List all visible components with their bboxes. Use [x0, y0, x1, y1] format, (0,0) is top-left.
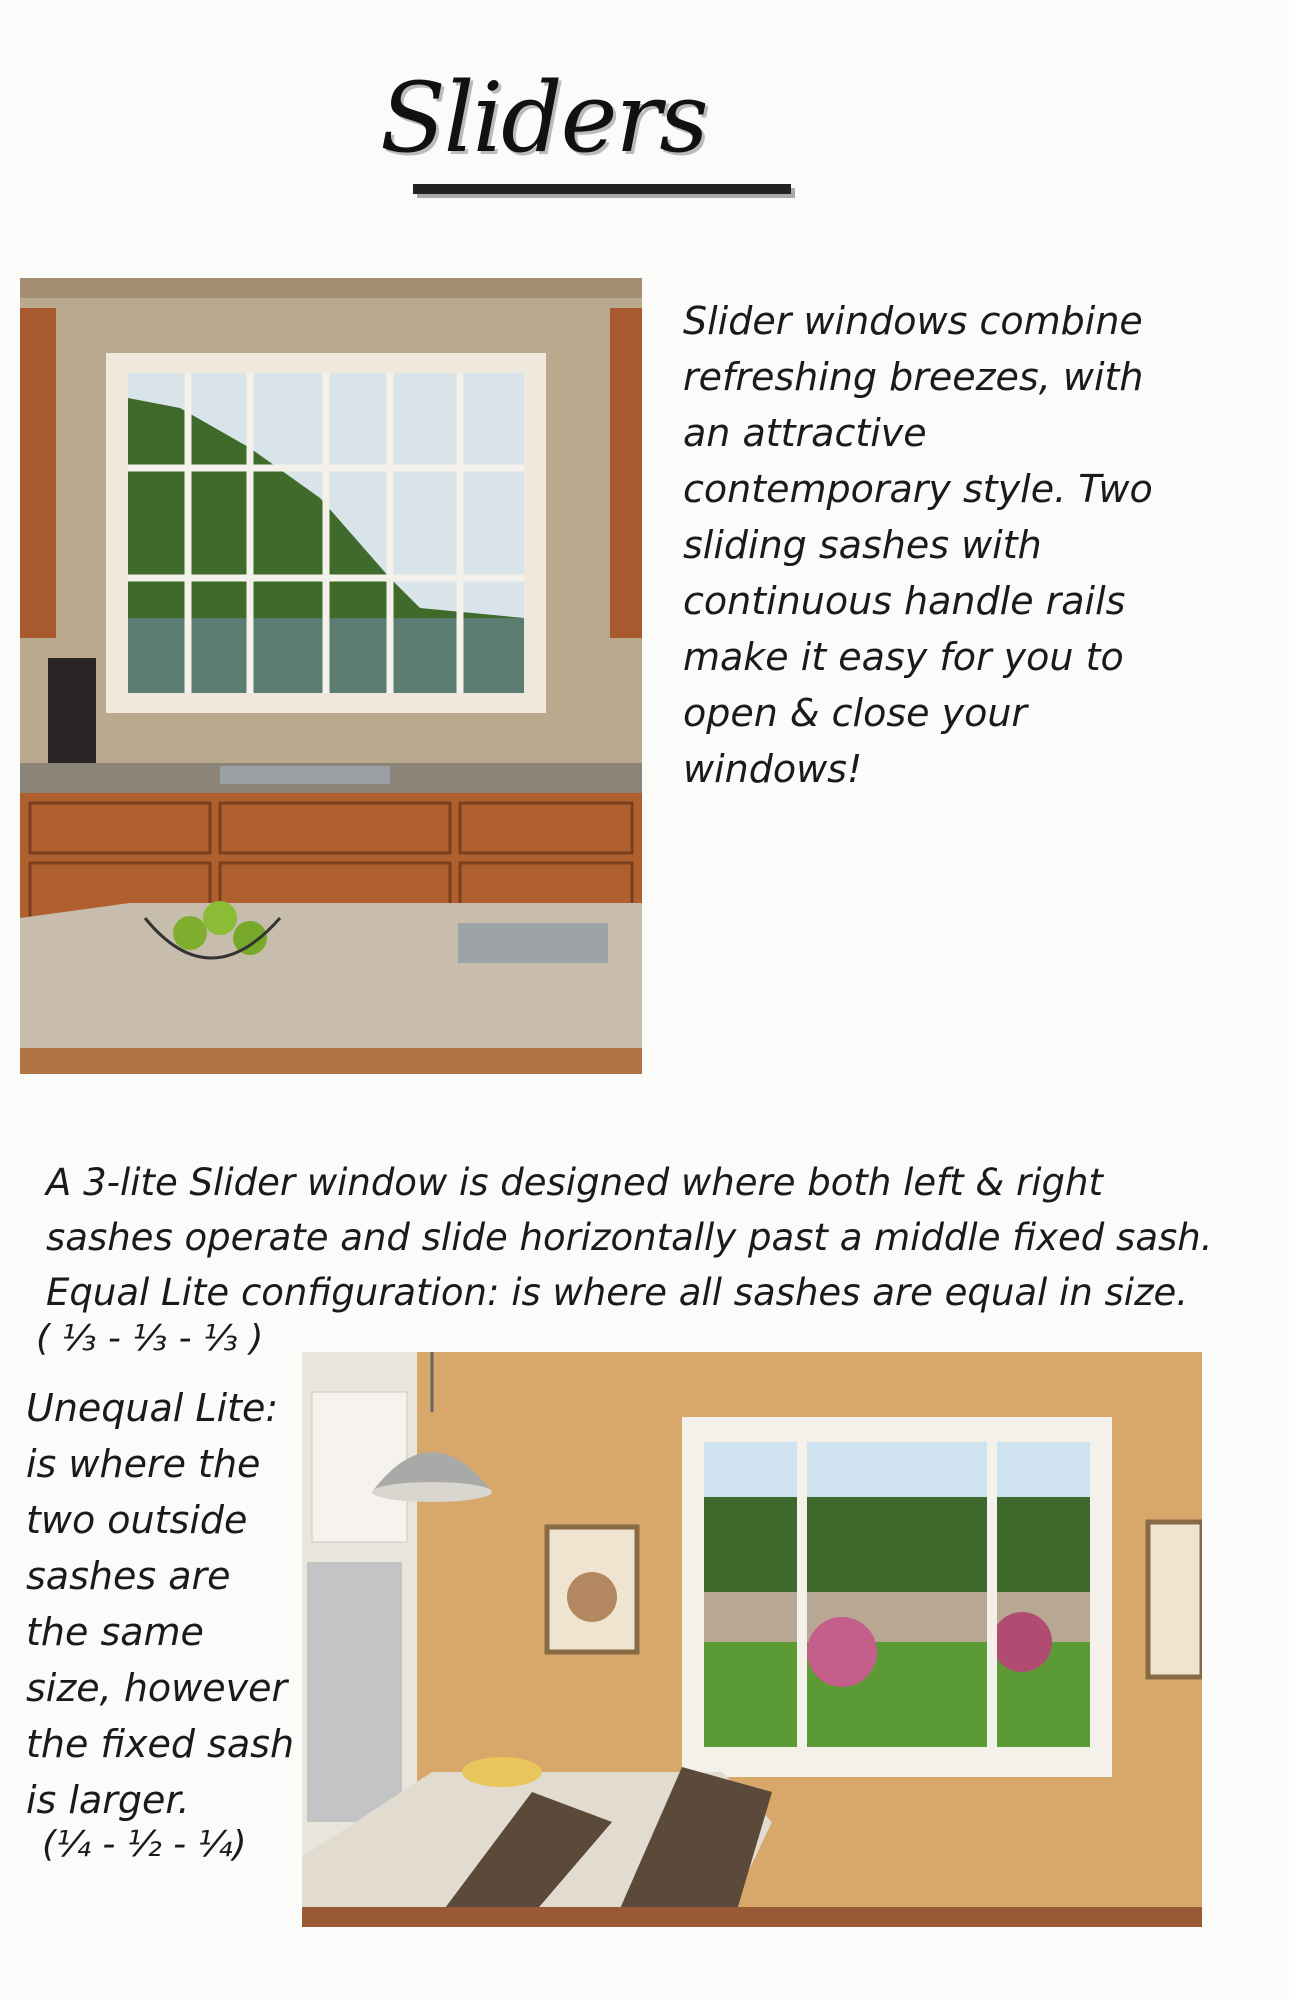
unequal-lite-paragraph: Unequal Lite: is where the two outside sashes are the same size, however the fixed sash is larger. [26, 1386, 295, 1822]
equal-lite-ratio: ( ⅓ - ⅓ - ⅓ ) [36, 1318, 264, 1359]
title-underline [413, 184, 791, 194]
dining-slider-photo [302, 1352, 1202, 1927]
intro-paragraph: Slider windows combine refreshing breezes, with an attractive contemporary style. Two sliding sashes with continuous handle rails make it easy for you to open & close your windows! [683, 299, 1153, 791]
kitchen-slider-photo [20, 278, 642, 1074]
unequal-lite-ratio: (¼ - ½ - ¼) [42, 1824, 247, 1865]
page-title: Sliders [380, 62, 707, 174]
three-lite-paragraph: A 3-lite Slider window is designed where both left & right sashes operate and slide horizontally past a middle fixed sash. Equal Lite configuration: is where all sashes are equal in size. [46, 1161, 1213, 1314]
